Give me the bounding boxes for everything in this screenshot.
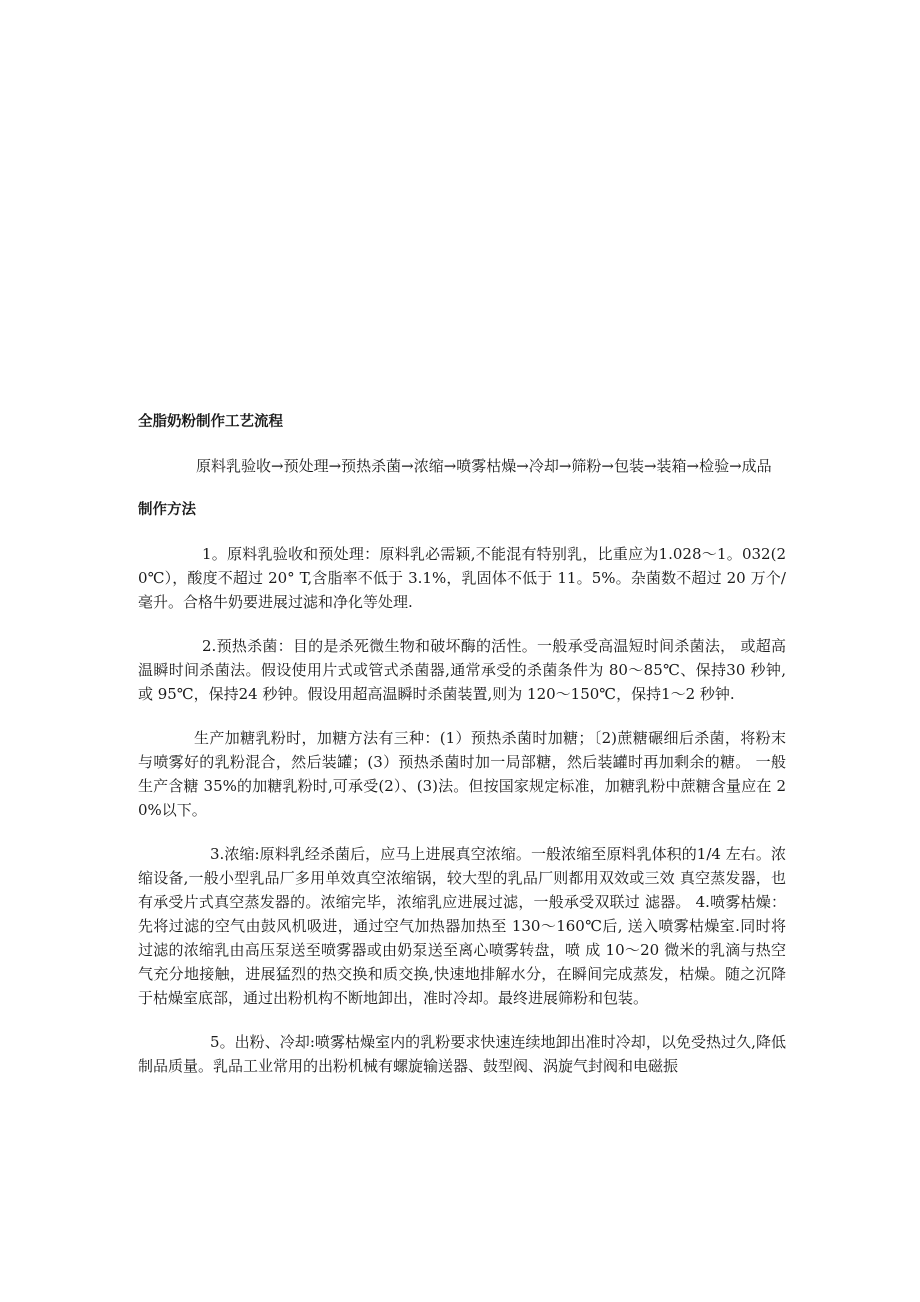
paragraph-concentration-spray-drying: 3.浓缩:原料乳经杀菌后，应马上进展真空浓缩。一般浓缩至原料乳体积的1/4 左右。浓缩设备,一般小型乳品厂多用单效真空浓缩锅，较大型的乳品厂则都用双效或三效 真空蒸发器，也有承受片式真空蒸发器的。浓缩完毕，浓缩乳应进展过滤，一般承受双联过 滤器。 4.喷雾枯燥：先将过滤的空气由鼓风机吸进，通过空气加热器加热至 130～160℃后, 送入喷雾枯燥室.同时将过滤的浓缩乳由高压泵送至喷雾器或由奶泵送至离心喷雾转盘，喷 成 10～20 微米的乳滴与热空气充分地接触，进展猛烈的热交换和质交换,快速地排解水分，在瞬间完成蒸发，枯燥。随之沉降于枯燥室底部，通过出粉机构不断地卸出，准时冷却。最终进展筛粉和包装。 <box>138 845 786 1007</box>
document-body <box>138 410 786 1078</box>
paragraph-sugar-addition: 生产加糖乳粉时，加糖方法有三种：(1）预热杀菌时加糖；〔2)蔗糖碾细后杀菌，将粉末与喷雾好的乳粉混合，然后装罐；(3）预热杀菌时加一局部糖，然后装罐时再加剩余的糖。 一般生产含糖 35%的加糖乳粉时,可承受(2）、(3)法。但按国家规定标准，加糖乳粉中蔗糖含量应在 20%以下。 <box>138 729 786 819</box>
spacer <box>138 706 786 726</box>
spacer <box>138 478 786 498</box>
spacer <box>138 1010 786 1030</box>
document-title: 全脂奶粉制作工艺流程 <box>138 414 283 430</box>
paragraph-preheat-sterilization: 2.预热杀菌：目的是杀死微生物和破坏酶的活性。一般承受高温短时间杀菌法， 或超高温瞬时间杀菌法。假设使用片式或管式杀菌器,通常承受的杀菌条件为 80～85℃、保持30 秒钟,或 95℃，保持24 秒钟。假设用超高温瞬时杀菌装置,则为 120～150℃，保持1～2 秒钟. <box>138 637 786 703</box>
spacer <box>138 822 786 842</box>
paragraph-raw-milk-reception: 1。原料乳验收和预处理：原料乳必需颖,不能混有特别乳，比重应为1.028～1。032(20℃），酸度不超过 20° T,含脂率不低于 3.1%，乳固体不低于 11。5%。杂菌数不超过 20 万个/毫升。合格牛奶要进展过滤和净化等处理. <box>138 545 786 611</box>
process-flow: 原料乳验收→预处理→预热杀菌→浓缩→喷雾枯燥→冷却→筛粉→包装→装箱→检验→成品 <box>196 457 772 475</box>
spacer <box>138 614 786 634</box>
spacer <box>138 434 786 454</box>
paragraph-powder-discharge-cooling: 5。出粉、冷却:喷雾枯燥室内的乳粉要求快速连续地卸出准时冷却，以免受热过久,降低制品质量。乳品工业常用的出粉机械有螺旋输送器、鼓型阀、涡旋气封阀和电磁振 <box>138 1033 786 1075</box>
spacer <box>138 522 786 542</box>
method-heading: 制作方法 <box>138 502 196 518</box>
